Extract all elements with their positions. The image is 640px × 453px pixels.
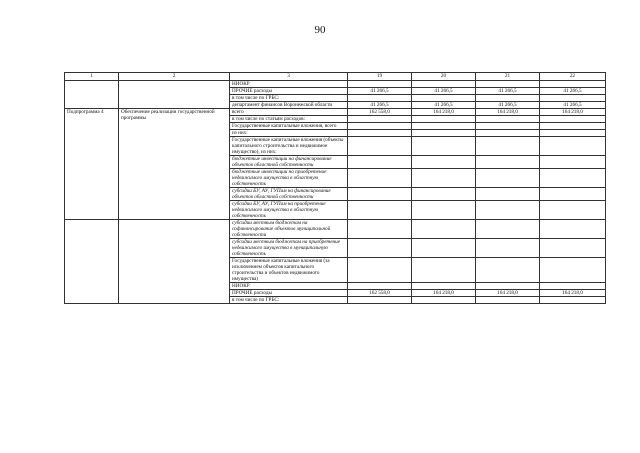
row-label: субсидии местным бюджетам на приобретение недвижимого имущества в муниципальную собственность	[230, 239, 348, 258]
value-cell: 164 218,0	[412, 290, 476, 297]
row-label: субсидии БУ, АУ, ГУПам на приобретение недвижимого имущества в областную собственность	[230, 201, 348, 220]
value-cell	[412, 156, 476, 169]
budget-table	[64, 72, 606, 304]
value-cell	[476, 283, 540, 290]
value-cell	[540, 283, 606, 290]
value-cell	[412, 188, 476, 201]
value-cell	[348, 201, 412, 220]
row-label: ПРОЧИЕ расходы	[230, 290, 348, 297]
value-cell	[348, 123, 412, 130]
row-label: в том числе по статьям расходов:	[230, 116, 348, 123]
row-label: ПРОЧИЕ расходы	[230, 88, 348, 95]
value-cell: 41 266,5	[348, 88, 412, 95]
row-label: НИОКР	[230, 81, 348, 88]
value-cell	[348, 95, 412, 102]
subprogram-cell	[65, 220, 119, 304]
value-cell	[476, 123, 540, 130]
table-row	[65, 220, 606, 239]
value-cell	[348, 137, 412, 156]
value-cell	[412, 283, 476, 290]
header-row	[65, 73, 606, 81]
value-cell	[476, 169, 540, 188]
row-label: в том числе по ГРБС:	[230, 297, 348, 304]
value-cell	[412, 116, 476, 123]
value-cell	[476, 156, 540, 169]
value-cell	[476, 258, 540, 283]
value-cell	[540, 95, 606, 102]
value-cell	[412, 169, 476, 188]
value-cell	[348, 297, 412, 304]
value-cell	[540, 297, 606, 304]
value-cell	[540, 239, 606, 258]
value-cell	[412, 123, 476, 130]
value-cell	[412, 137, 476, 156]
value-cell	[476, 130, 540, 137]
description-cell	[119, 81, 230, 109]
description-cell: Обеспечение реализации государственной программы	[119, 109, 230, 220]
header-cell: 1	[65, 73, 119, 81]
value-cell: 41 266,5	[540, 88, 606, 95]
value-cell	[476, 188, 540, 201]
value-cell	[348, 239, 412, 258]
value-cell	[540, 137, 606, 156]
value-cell	[476, 81, 540, 88]
row-label: в том числе по ГРБС:	[230, 95, 348, 102]
row-label: департамент финансов Воронежской области	[230, 102, 348, 109]
value-cell	[348, 258, 412, 283]
value-cell	[348, 116, 412, 123]
value-cell	[412, 95, 476, 102]
row-label: всего	[230, 109, 348, 116]
row-label: субсидии БУ, АУ, ГУПам на финансирование объектов областной собственности	[230, 188, 348, 201]
value-cell	[476, 95, 540, 102]
value-cell: 164 218,0	[476, 109, 540, 116]
value-cell	[540, 130, 606, 137]
row-label: субсидии местным бюджетам на софинансирование объектов муниципальной собственности	[230, 220, 348, 239]
row-label: НИОКР	[230, 283, 348, 290]
value-cell	[412, 220, 476, 239]
table-row	[65, 81, 606, 88]
value-cell	[540, 169, 606, 188]
header-cell: 3	[230, 73, 348, 81]
page-number: 90	[314, 24, 326, 36]
value-cell	[348, 283, 412, 290]
header-cell: 19	[348, 73, 412, 81]
value-cell	[476, 297, 540, 304]
value-cell	[540, 258, 606, 283]
value-cell	[476, 239, 540, 258]
value-cell: 164 218,0	[476, 290, 540, 297]
value-cell	[412, 201, 476, 220]
value-cell	[348, 169, 412, 188]
value-cell	[540, 201, 606, 220]
value-cell	[348, 220, 412, 239]
value-cell	[476, 137, 540, 156]
row-label: бюджетные инвестиции на приобретение недвижимого имущества в областную собственность	[230, 169, 348, 188]
value-cell	[540, 220, 606, 239]
subprogram-cell	[65, 81, 119, 109]
value-cell	[476, 201, 540, 220]
value-cell	[348, 130, 412, 137]
value-cell	[412, 81, 476, 88]
value-cell	[412, 297, 476, 304]
header-cell: 2	[119, 73, 230, 81]
row-label: Государственные капитальные вложения (объекты капитального строительства и недвижимое имущество), из них:	[230, 137, 348, 156]
value-cell: 41 266,5	[476, 102, 540, 109]
subprogram-cell: Подпрограмма 4	[65, 109, 119, 220]
value-cell: 41 266,5	[476, 88, 540, 95]
header-cell: 22	[540, 73, 606, 81]
row-label: бюджетные инвестиции на финансирование объектов областной собственности	[230, 156, 348, 169]
value-cell	[540, 123, 606, 130]
value-cell: 41 266,5	[412, 102, 476, 109]
value-cell: 41 266,5	[412, 88, 476, 95]
value-cell: 162 558,0	[348, 290, 412, 297]
value-cell	[540, 81, 606, 88]
value-cell	[540, 156, 606, 169]
value-cell	[476, 220, 540, 239]
value-cell	[540, 116, 606, 123]
value-cell: 162 558,0	[348, 109, 412, 116]
value-cell: 164 218,0	[540, 109, 606, 116]
value-cell	[412, 258, 476, 283]
value-cell	[348, 188, 412, 201]
value-cell	[412, 239, 476, 258]
value-cell	[348, 156, 412, 169]
value-cell	[348, 81, 412, 88]
row-label: Государственные капитальные вложения (за исключением объектов капитального строительства и объектов недвижимого имущества)	[230, 258, 348, 283]
row-label: Государственные капитальные вложения, всего	[230, 123, 348, 130]
table-row	[65, 109, 606, 116]
header-cell: 21	[476, 73, 540, 81]
value-cell	[540, 188, 606, 201]
value-cell: 164 218,0	[540, 290, 606, 297]
description-cell	[119, 220, 230, 304]
value-cell: 41 266,5	[540, 102, 606, 109]
value-cell: 41 266,5	[348, 102, 412, 109]
row-label: из них:	[230, 130, 348, 137]
value-cell	[412, 130, 476, 137]
value-cell	[476, 116, 540, 123]
value-cell: 164 218,0	[412, 109, 476, 116]
header-cell: 20	[412, 73, 476, 81]
